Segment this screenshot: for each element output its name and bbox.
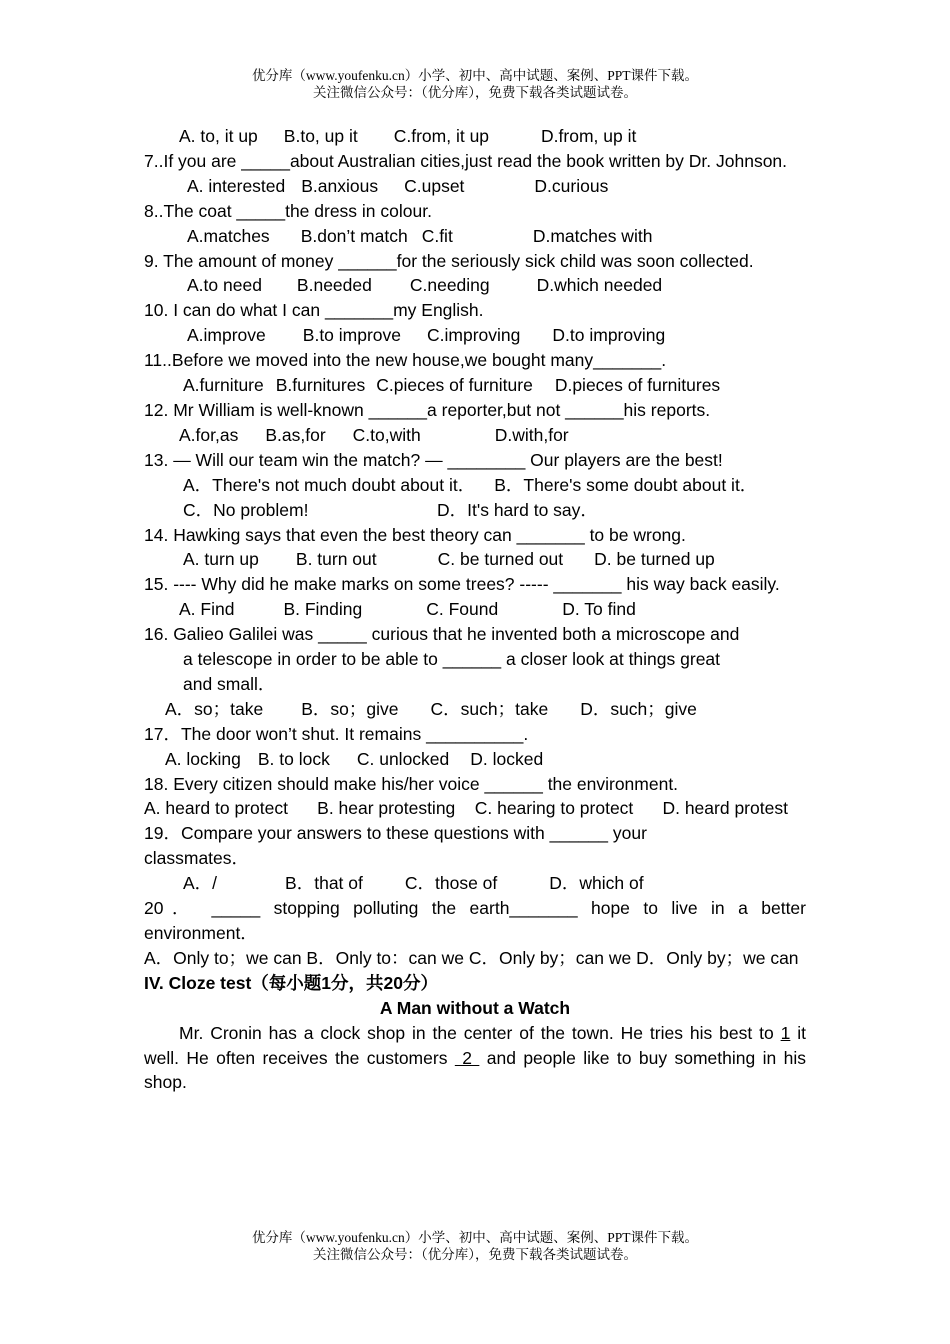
q15-options: A. Find B. Finding C. Found D. To find [179, 599, 636, 620]
passage-text-2: it well. He often receives the customers [144, 1022, 806, 1068]
footer-line-2: 关注微信公众号：（优分库），免费下载各类试题试卷。 [313, 1247, 637, 1262]
footer-line-1: 优分库（www.youfenku.cn）小学、初中、高中试题、案例、PPT课件下载。 [251, 1230, 699, 1245]
section-4-heading: IV. Cloze test（每小题1分，共20分） [144, 972, 439, 993]
header-line-2: 关注微信公众号：（优分库），免费下载各类试题试卷。 [313, 85, 637, 100]
q12-stem: 12. Mr William is well-known ______a reporter,but not ______his reports. [144, 399, 711, 420]
cloze-blank-1: 1 [780, 1022, 791, 1043]
q6-options: A. to, it up B.to, up it C.from, it up D.from, up it [179, 126, 637, 146]
q20-options: A．Only to；we can B．Only to：can we C．Only by；can we D．Only by；we can [144, 947, 799, 968]
q13-stem: 13. — Will our team win the match? — ________ Our players are the best! [144, 449, 723, 470]
q7-stem: 7..If you are _____about Australian cities,just read the book written by Dr. Johnson. [144, 150, 788, 171]
q10-options: A.improve B.to improve C.improving D.to improving [187, 325, 666, 346]
page-footer [0, 1229, 950, 1263]
q8-options: A.matches B.don’t match C.fit D.matches with [187, 225, 653, 246]
header-line-1: 优分库（www.youfenku.cn）小学、初中、高中试题、案例、PPT课件下载。 [251, 68, 699, 83]
q12-options: A.for,as B.as,for C.to,with D.with,for [179, 424, 569, 445]
q8-stem: 8..The coat _____the dress in colour. [144, 200, 432, 221]
q18-stem: 18. Every citizen should make his/her voice ______ the environment. [144, 773, 679, 794]
q16-stem-line-2: a telescope in order to be able to ______ a closer look at things great [183, 649, 721, 670]
passage-paragraph [144, 1021, 806, 1096]
q7-options: A. interested B.anxious C.upset D.curious [187, 175, 609, 196]
q16-stem-line-3: and small． [183, 673, 276, 694]
q9-stem: 9. The amount of money ______for the seriously sick child was soon collected. [144, 250, 754, 271]
q13-options-cd: C．No problem! D．It's hard to say． [183, 499, 598, 520]
q19-stem-line-1: 19．Compare your answers to these questions with ______ your [144, 823, 647, 844]
q17-options: A. locking B. to lock C. unlocked D. locked [165, 748, 544, 769]
page-header [0, 67, 950, 101]
q19-options: A．/ B．that of C．those of D．which of [183, 873, 644, 894]
q11-options: A.furniture B.furnitures C.pieces of furniture D.pieces of furnitures [183, 375, 721, 396]
q16-stem-line-1: 16. Galieo Galilei was _____ curious that he invented both a microscope and [144, 624, 740, 645]
passage-text-3: and people like to buy something in his shop. [144, 1047, 806, 1093]
q16-options: A．so；take B．so；give C．such；take D．such；give [165, 698, 697, 719]
q15-stem: 15. ---- Why did he make marks on some trees? ----- _______ his way back easily. [144, 574, 780, 595]
q18-options: A. heard to protect B. hear protesting C. hearing to protect D. heard protest [144, 798, 788, 819]
cloze-blank-2: 2 [454, 1047, 480, 1068]
q13-options-ab: A．There's not much doubt about it． B．There's some doubt about it． [183, 474, 758, 495]
passage-text-1: Mr. Cronin has a clock shop in the center of the town. He tries his best to [179, 1022, 774, 1043]
q10-stem: 10. I can do what I can _______my English. [144, 300, 484, 321]
q14-options: A. turn up B. turn out C. be turned out D. be turned up [183, 549, 715, 570]
q9-options: A.to need B.needed C.needing D.which needed [187, 275, 663, 296]
passage-title: A Man without a Watch [379, 997, 571, 1018]
document-body [144, 124, 806, 1095]
q19-stem-line-2: classmates． [144, 848, 250, 869]
q20-stem: 20． _____ stopping polluting the earth_______ hope to live in a better environment． [144, 898, 806, 943]
q14-stem: 14. Hawking says that even the best theory can _______ to be wrong. [144, 524, 686, 545]
q17-stem: 17．The door won’t shut. It remains __________. [144, 723, 529, 744]
q11-stem: 11..Before we moved into the new house,we bought many_______. [144, 350, 667, 371]
